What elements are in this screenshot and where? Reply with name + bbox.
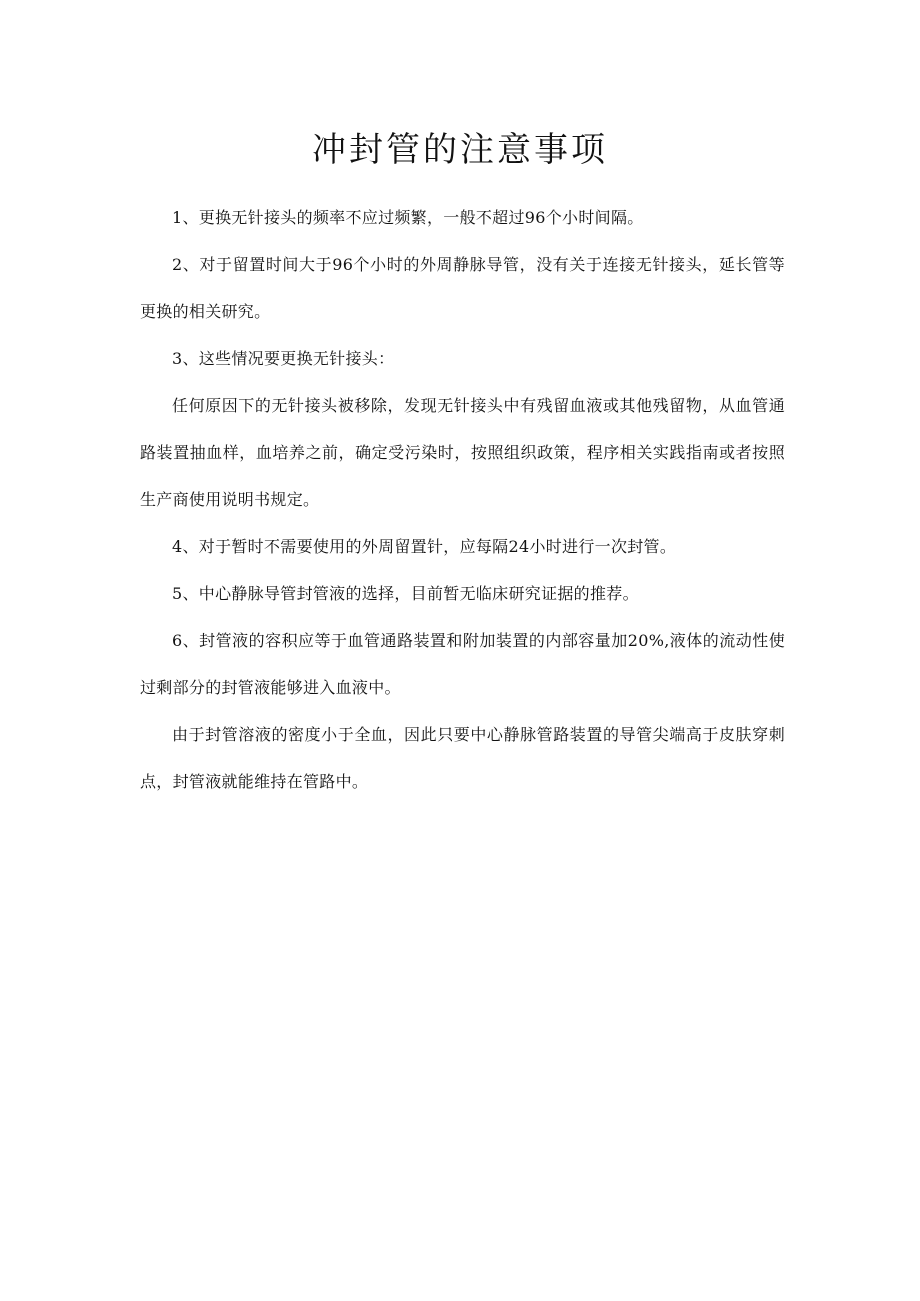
document-body <box>140 194 785 805</box>
paragraph-3-detail: 任何原因下的无针接头被移除，发现无针接头中有残留血液或其他残留物，从血管通路装置抽血样，血培养之前，确定受污染时，按照组织政策，程序相关实践指南或者按照生产商使用说明书规定。 <box>140 396 785 509</box>
paragraph-2: 2、对于留置时间大于96个小时的外周静脉导管，没有关于连接无针接头，延长管等更换的相关研究。 <box>140 255 785 321</box>
paragraph-1: 1、更换无针接头的频率不应过频繁，一般不超过96个小时间隔。 <box>172 208 644 227</box>
document-title: 冲封管的注意事项 <box>312 130 608 170</box>
paragraph-6: 6、封管液的容积应等于血管通路装置和附加装置的内部容量加20%,液体的流动性使过剩部分的封管液能够进入血液中。 <box>140 631 785 697</box>
paragraph-4: 4、对于暂时不需要使用的外周留置针，应每隔24小时进行一次封管。 <box>172 537 677 556</box>
paragraph-5: 5、中心静脉导管封管液的选择，目前暂无临床研究证据的推荐。 <box>172 584 639 603</box>
paragraph-7: 由于封管溶液的密度小于全血，因此只要中心静脉管路装置的导管尖端高于皮肤穿刺点，封管液就能维持在管路中。 <box>140 725 785 791</box>
paragraph-3: 3、这些情况要更换无针接头： <box>172 349 395 368</box>
